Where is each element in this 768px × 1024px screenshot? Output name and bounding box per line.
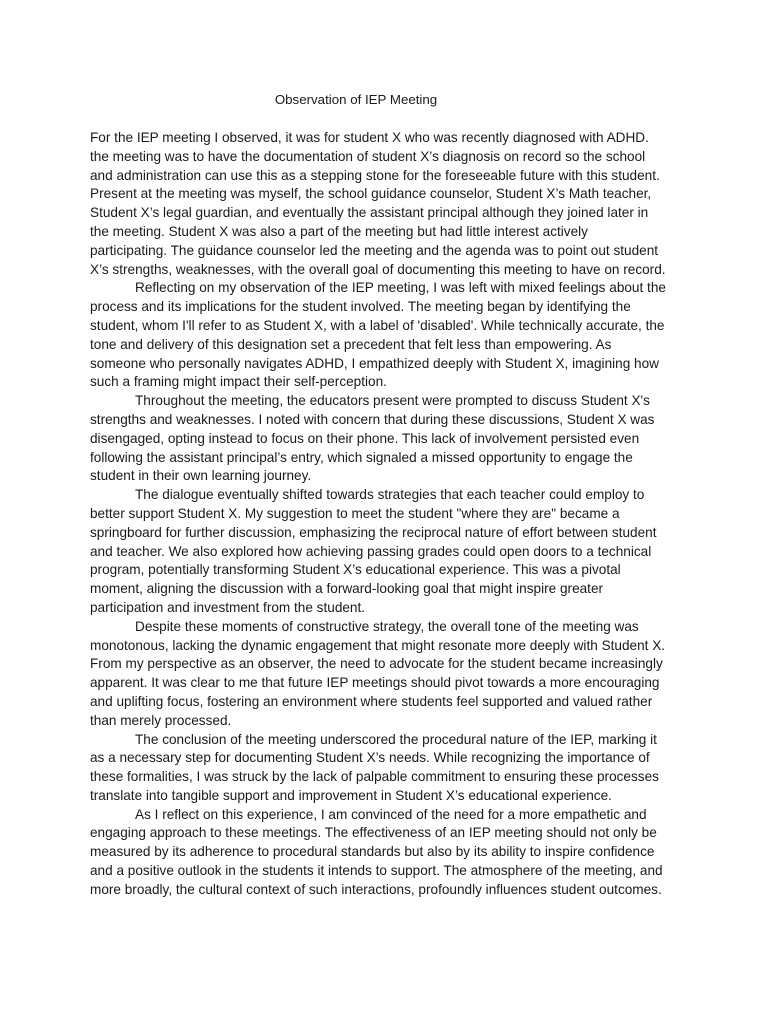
text-line: and administration can use this as a stepping stone for the foreseeable future with this student. [90,167,660,183]
text-line: The dialogue eventually shifted towards strategies that each teacher could employ to [135,487,645,503]
text-line: Throughout the meeting, the educators present were prompted to discuss Student X's [135,393,650,409]
text-line: apparent. It was clear to me that future IEP meetings should pivot towards a more encouraging [90,675,660,691]
text-line: moment, aligning the discussion with a forward-looking goal that might inspire greater [90,581,604,597]
text-line: student, whom I'll refer to as Student X, with a label of 'disabled'. While technically accurate, the [90,317,665,333]
text-line: these formalities, I was struck by the lack of palpable commitment to ensuring these processes [90,769,659,785]
text-line: process and its implications for the student involved. The meeting began by identifying the [90,299,631,315]
document-title: Observation of IEP Meeting [274,92,438,107]
text-line: as a necessary step for documenting Student X’s needs. While recognizing the importance of [90,750,650,766]
text-line: tone and delivery of this designation set a precedent that felt less than empowering. As [90,336,612,352]
text-line: such a framing might impact their self-perception. [90,374,387,390]
text-line: and uplifting focus, fostering an environment where students feel supported and valued rather [90,693,653,709]
text-line: springboard for further discussion, emphasizing the reciprocal nature of effort between student [90,524,657,540]
text-line: the meeting. Student X was also a part of the meeting but had little interest actively [90,223,588,239]
text-line: Despite these moments of constructive strategy, the overall tone of the meeting was [135,618,639,634]
text-line: As I reflect on this experience, I am convinced of the need for a more empathetic and [135,806,647,822]
text-line: The conclusion of the meeting underscored the procedural nature of the IEP, marking it [135,731,657,747]
text-line: someone who personally navigates ADHD, I empathized deeply with Student X, imagining how [90,355,659,371]
text-line: the meeting was to have the documentation of student X’s diagnosis on record so the school [90,148,646,164]
text-line: engaging approach to these meetings. The effectiveness of an IEP meeting should not only be [90,825,657,841]
text-line: and teacher. We also explored how achieving passing grades could open doors to a technical [90,543,652,559]
text-line: For the IEP meeting I observed, it was for student X who was recently diagnosed with ADHD. [90,130,649,145]
text-line: disengaged, opting instead to focus on their phone. This lack of involvement persisted even [90,430,640,446]
text-line: translate into tangible support and improvement in Student X’s educational experience. [90,787,612,803]
text-line: program, potentially transforming Student X’s educational experience. This was a pivotal [90,562,621,578]
text-line: Present at the meeting was myself, the school guidance counselor, Student X’s Math teacher, [90,186,652,202]
text-line: strengths and weaknesses. I noted with concern that during these discussions, Student X was [90,411,655,427]
text-line: X’s strengths, weaknesses, with the overall goal of documenting this meeting to have on record. [90,261,666,277]
text-line: Student X’s legal guardian, and eventually the assistant principal although they joined later in [90,205,649,221]
text-line: following the assistant principal’s entry, which signaled a missed opportunity to engage the [90,449,633,465]
text-line: better support Student X. My suggestion to meet the student "where they are" became a [90,505,620,521]
text-line: more broadly, the cultural context of such interactions, profoundly influences student outcomes. [90,881,662,897]
document-body [90,129,675,900]
text-line: From my perspective as an observer, the need to advocate for the student became increasingly [90,656,663,672]
text-line: student in their own learning journey. [90,468,312,484]
text-line: than merely processed. [90,712,232,728]
text-line: participating. The guidance counselor led the meeting and the agenda was to point out student [90,242,659,258]
text-line: monotonous, lacking the dynamic engagement that might resonate more deeply with Student X. [90,637,666,653]
text-line: participation and investment from the student. [90,599,366,615]
text-line: measured by its adherence to procedural standards but also by its ability to inspire confidence [90,844,655,860]
text-line: and a positive outlook in the students it intends to support. The atmosphere of the meeting, and [90,863,663,879]
text-line: Reflecting on my observation of the IEP meeting, I was left with mixed feelings about the [135,280,666,296]
